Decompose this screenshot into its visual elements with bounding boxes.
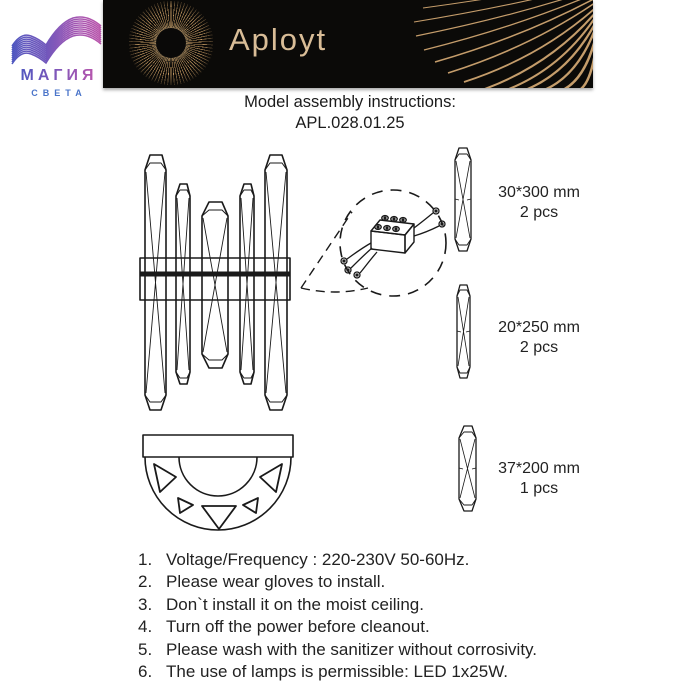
crystal-rod-30x300-drawing <box>455 148 471 251</box>
wiring-callout-drawing <box>301 190 446 296</box>
list-item <box>138 594 568 616</box>
mounting-bracket <box>140 258 290 300</box>
logo-title: МАГИЯ <box>6 67 112 85</box>
logo-waves-icon <box>9 6 109 66</box>
part-qty: 1 pcs <box>519 479 559 497</box>
rays-decoration-icon <box>408 0 593 88</box>
instructions-list <box>138 549 568 683</box>
brand-name: Aployt <box>229 22 328 57</box>
crystal-rod-20x250-drawing <box>457 285 470 378</box>
part-label-20x250 <box>478 318 600 357</box>
item-number: 5. <box>138 639 153 659</box>
item-text: The use of lamps is permissible: LED 1x25W. <box>166 662 509 682</box>
list-item <box>138 616 568 638</box>
item-text: Please wear gloves to install. <box>166 572 386 592</box>
item-number: 3. <box>138 594 153 614</box>
model-code: APL.028.01.25 <box>295 114 405 132</box>
list-item <box>138 549 568 571</box>
logo-subtitle: СВЕТА <box>31 88 87 98</box>
list-item <box>138 661 568 683</box>
part-label-30x300 <box>478 183 600 222</box>
part-qty: 2 pcs <box>519 338 559 356</box>
lamp-bottom-view-drawing <box>143 435 293 530</box>
item-number: 1. <box>138 550 153 569</box>
item-number: 6. <box>138 662 153 682</box>
list-item <box>138 571 568 593</box>
terminal-block-icon <box>371 216 414 253</box>
item-text: Voltage/Frequency : 220-230V 50-60Hz. <box>166 550 470 569</box>
crystal-rod-37x200-drawing <box>459 426 476 511</box>
part-size: 37*200 mm <box>498 460 580 477</box>
sunburst-icon <box>129 1 213 85</box>
page-title <box>0 92 700 134</box>
magia-sveta-logo <box>6 6 112 98</box>
item-text: Please wash with the sanitizer without corrosivity. <box>166 639 538 659</box>
item-text: Turn off the power before cleanout. <box>166 617 430 637</box>
part-qty: 2 pcs <box>519 203 559 221</box>
page-title-line1: Model assembly instructions: <box>244 93 456 111</box>
list-item <box>138 639 568 661</box>
brand-banner <box>103 0 593 88</box>
lamp-front-view-drawing <box>140 155 290 410</box>
part-label-37x200 <box>478 459 600 498</box>
part-size: 20*250 mm <box>498 319 580 336</box>
item-number: 4. <box>138 617 153 637</box>
item-text: Don`t install it on the moist ceiling. <box>166 594 424 614</box>
part-size: 30*300 mm <box>498 184 580 201</box>
item-number: 2. <box>138 572 153 592</box>
